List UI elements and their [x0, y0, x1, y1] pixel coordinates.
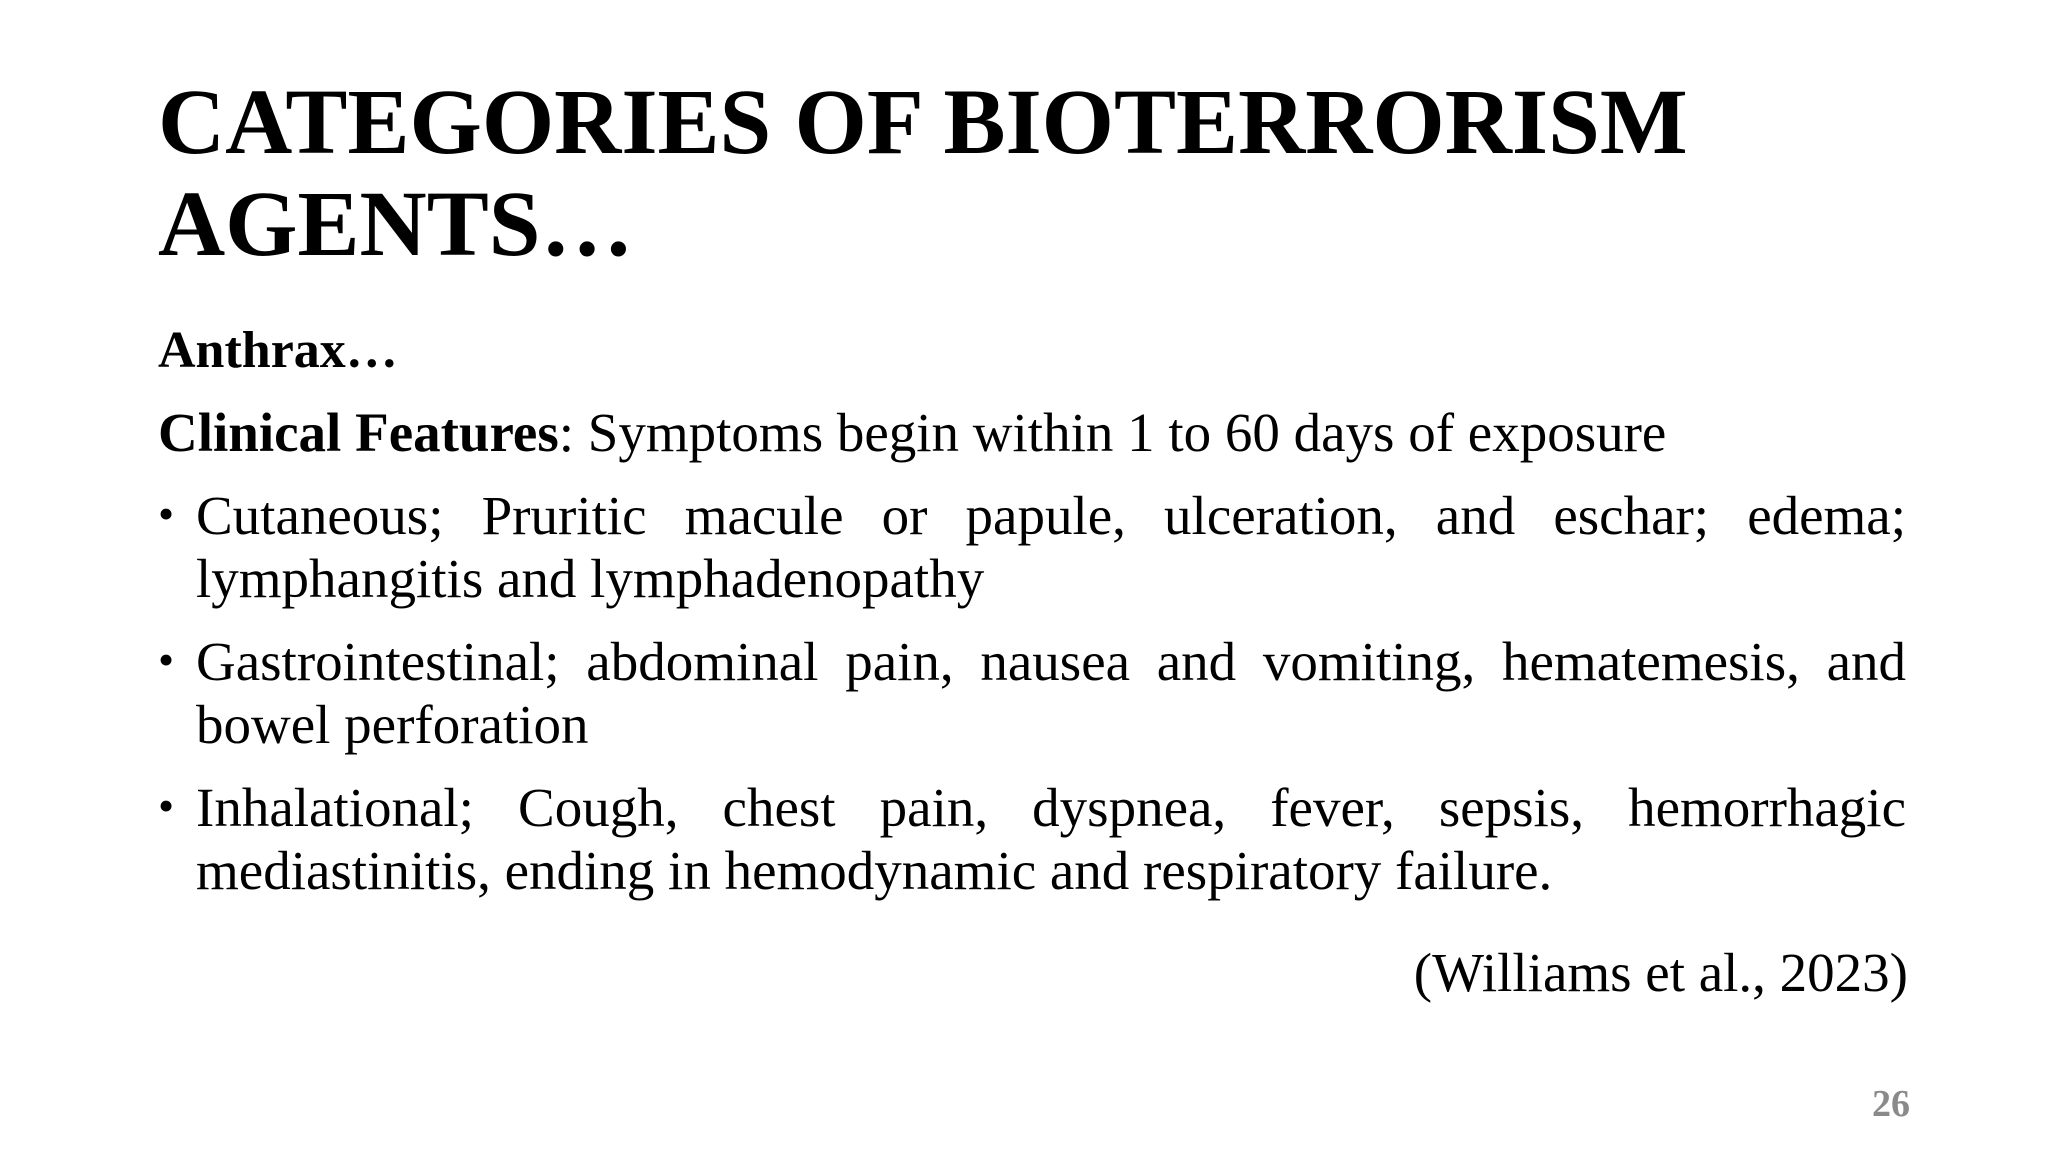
bullet-text: Cutaneous; Pruritic macule or papule, ulceration, and eschar; edema; lymphangitis and lymphadenopathy	[196, 485, 1906, 609]
bullet-dot-icon: •	[158, 488, 175, 539]
bullet-item-gastrointestinal	[158, 630, 1906, 756]
slide-title-line-1: CATEGORIES OF BIOTERRORISM	[158, 71, 1688, 174]
bullet-dot-icon: •	[158, 634, 175, 685]
subheading: Anthrax…	[158, 322, 398, 379]
clinical-features-line	[158, 400, 1906, 466]
citation: (Williams et al., 2023)	[1413, 942, 1908, 1003]
slide-content	[158, 318, 1906, 922]
bullet-text: Gastrointestinal; abdominal pain, nausea and vomiting, hematemesis, and bowel perforation	[196, 631, 1906, 755]
slide-title-line-2: AGENTS…	[158, 173, 634, 276]
bullet-dot-icon: •	[158, 780, 175, 831]
bullet-list	[158, 484, 1906, 902]
page-number: 26	[1872, 1083, 1910, 1125]
bullet-item-inhalational	[158, 776, 1906, 902]
clinical-features-label: Clinical Features	[158, 402, 559, 463]
bullet-item-cutaneous	[158, 484, 1906, 610]
bullet-text: Inhalational; Cough, chest pain, dyspnea, fever, sepsis, hemorrhagic mediastinitis, ending in hemodynamic and respiratory failure.	[196, 777, 1906, 901]
slide-title	[158, 72, 1918, 276]
clinical-features-text: : Symptoms begin within 1 to 60 days of exposure	[558, 402, 1667, 463]
